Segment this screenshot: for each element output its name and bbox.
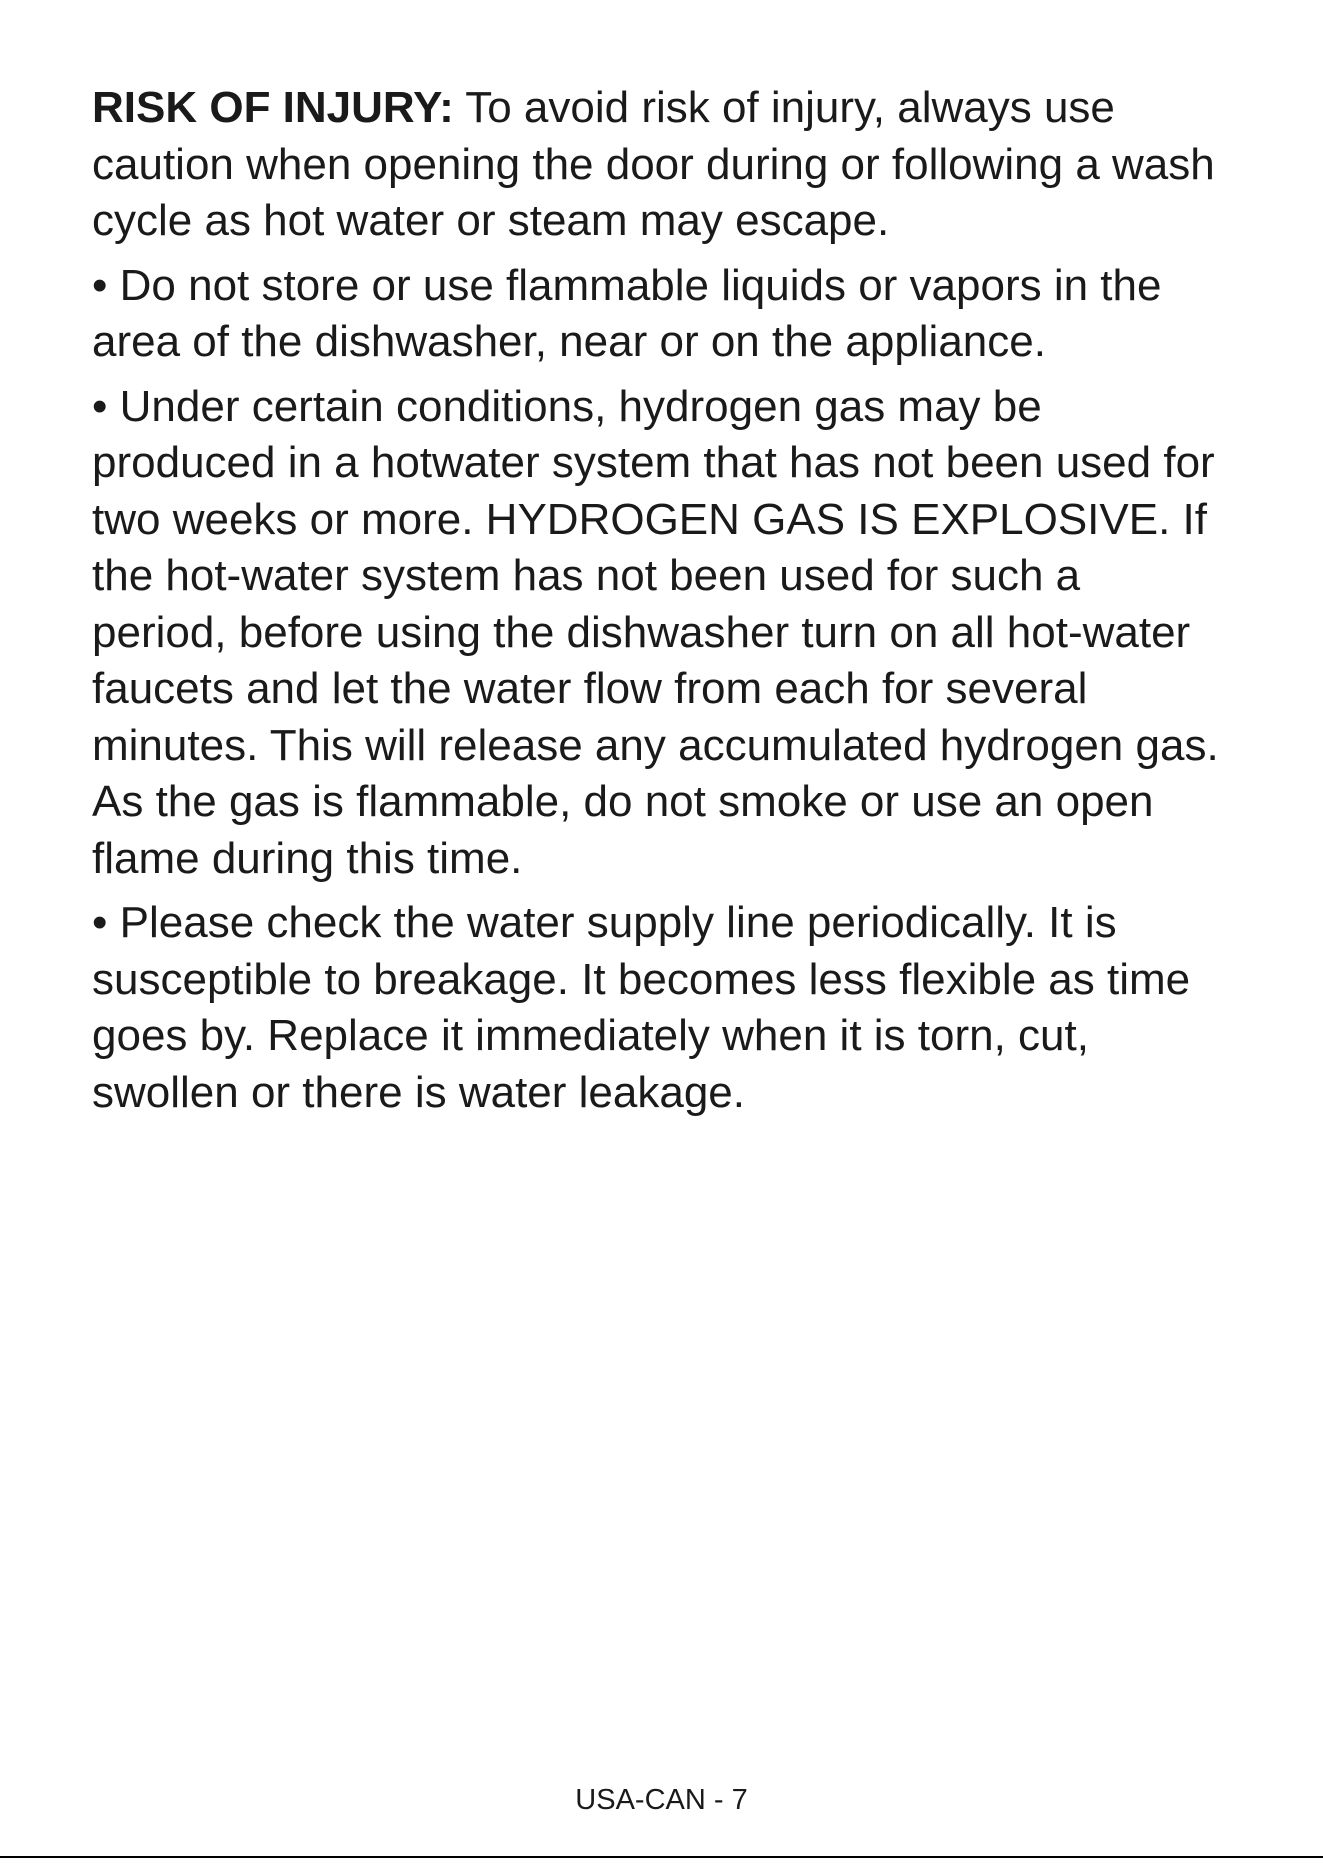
page-number-footer: USA-CAN - 7: [575, 1784, 748, 1816]
safety-content: [92, 80, 1222, 1129]
risk-of-injury-paragraph: [92, 80, 1222, 250]
risk-of-injury-text: To avoid risk of injury, always use caution when opening the door during or following a wash cycle as hot water or steam may escape.: [92, 83, 1215, 245]
bottom-border-rule: [0, 1856, 1323, 1858]
flammable-liquids-bullet: • Do not store or use flammable liquids or vapors in the area of the dishwasher, near or on the appliance.: [92, 260, 1162, 366]
water-supply-line-bullet: • Please check the water supply line periodically. It is susceptible to breakage. It becomes less flexible as time goes by. Replace it immediately when it is torn, cut, swollen or there is water leakage.: [92, 898, 1191, 1117]
hydrogen-gas-bullet: • Under certain conditions, hydrogen gas may be produced in a hotwater system that has not been used for two weeks or more. HYDROGEN GAS IS EXPLOSIVE. If the hot-water system has not been used for such a period, before using the dishwasher turn on all hot-water faucets and let the water flow from each for several minutes. This will release any accumulated hydrogen gas. As the gas is flammable, do not smoke or use an open flame during this time.: [92, 381, 1219, 883]
risk-of-injury-label: RISK OF INJURY:: [92, 83, 454, 132]
